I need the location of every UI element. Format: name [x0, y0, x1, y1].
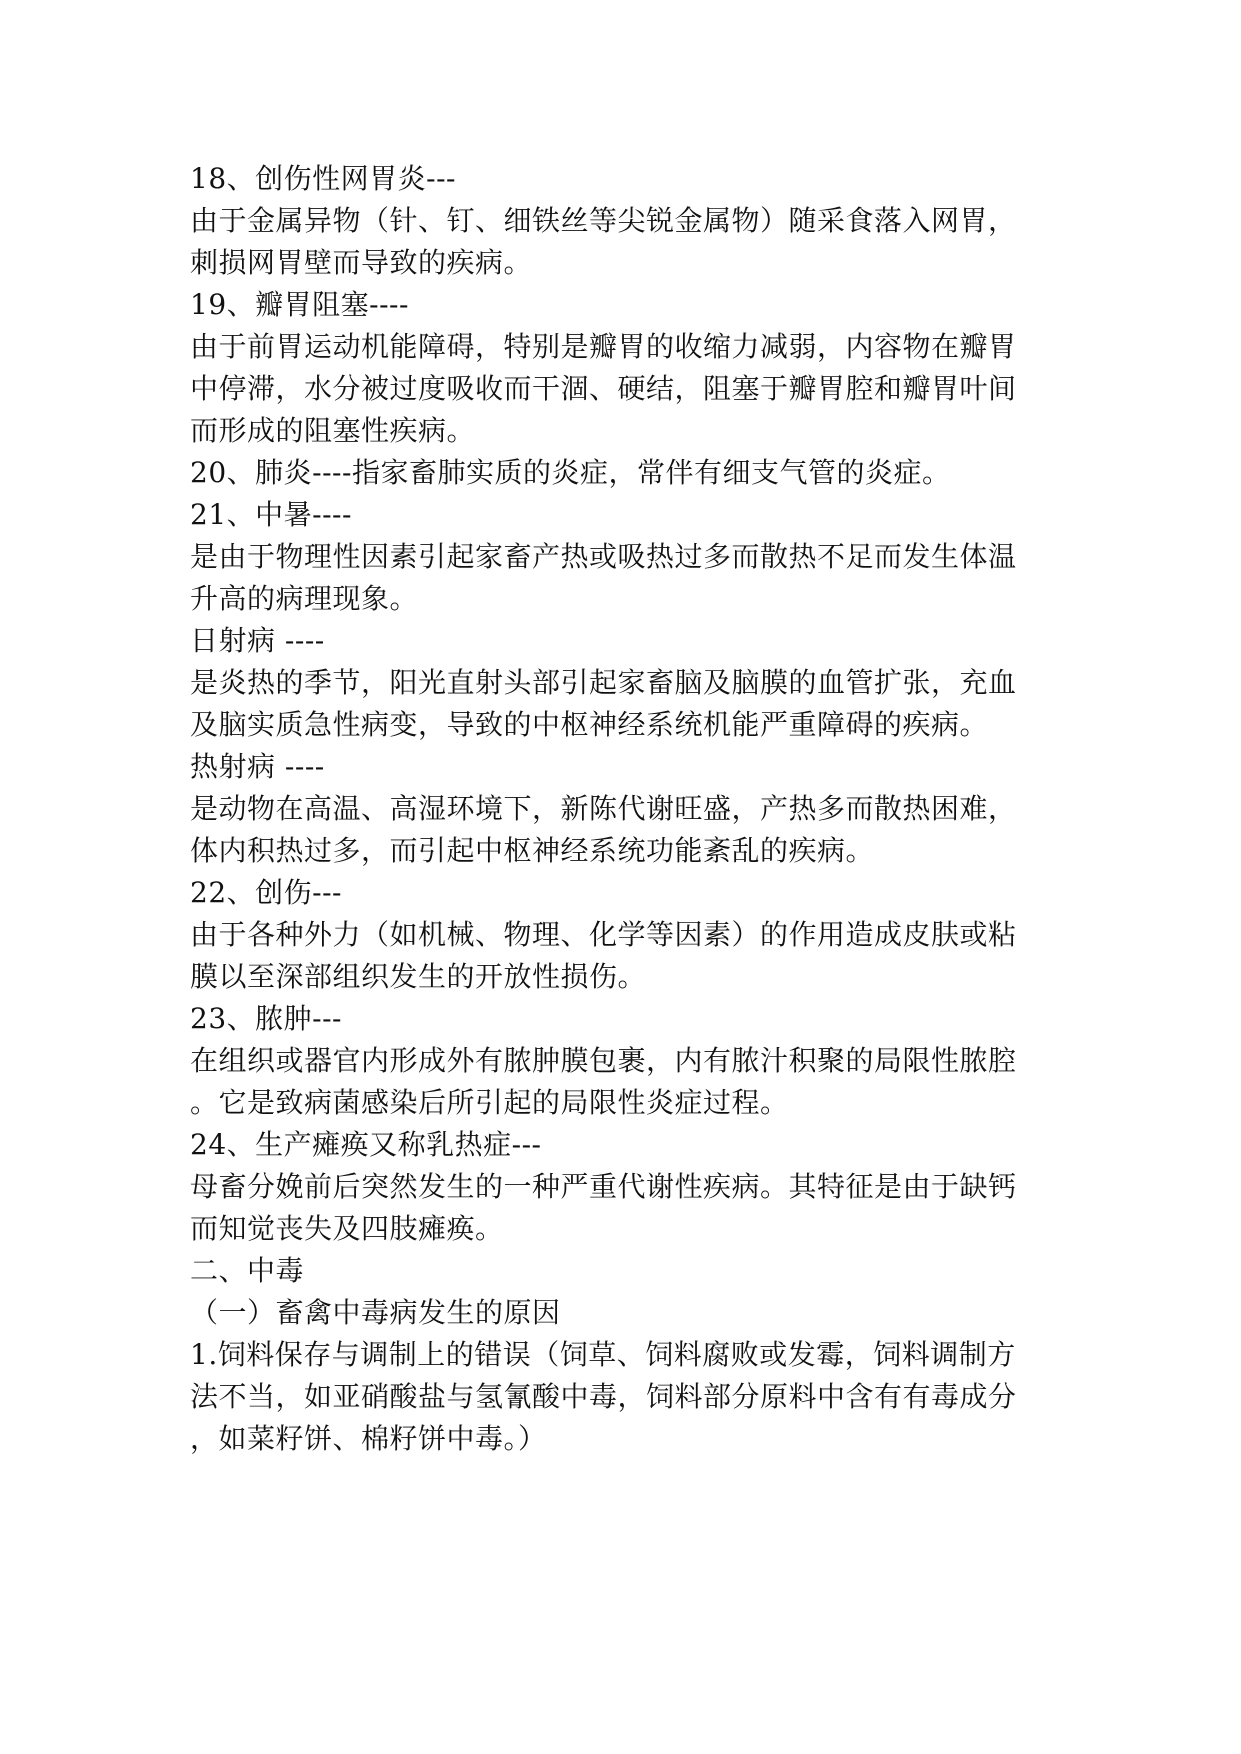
text-line: 是炎热的季节，阳光直射头部引起家畜脑及脑膜的血管扩张，充血: [190, 666, 1017, 699]
text-line: 热射病 ----: [190, 750, 325, 783]
text-line: 由于各种外力（如机械、物理、化学等因素）的作用造成皮肤或粘: [190, 918, 1017, 951]
text-line: 刺损网胃壁而导致的疾病。: [190, 246, 533, 279]
text-line: 膜以至深部组织发生的开放性损伤。: [190, 960, 647, 993]
text-line: 。它是致病菌感染后所引起的局限性炎症过程。: [190, 1086, 789, 1119]
text-line: 由于前胃运动机能障碍，特别是瓣胃的收缩力减弱，内容物在瓣胃: [190, 330, 1017, 363]
text-line: 母畜分娩前后突然发生的一种严重代谢性疾病。其特征是由于缺钙: [190, 1170, 1017, 1203]
text-line: 是动物在高温、高湿环境下，新陈代谢旺盛，产热多而散热困难，: [190, 792, 1017, 825]
text-line: 由于金属异物（针、钉、细铁丝等尖锐金属物）随采食落入网胃，: [190, 204, 1017, 237]
text-line: 升高的病理现象。: [190, 582, 419, 615]
text-line: 23、脓肿---: [190, 1002, 343, 1035]
text-line: 中停滞，水分被过度吸收而干涸、硬结，阻塞于瓣胃腔和瓣胃叶间: [190, 372, 1017, 405]
text-line: 1.饲料保存与调制上的错误（饲草、饲料腐败或发霉，饲料调制方: [190, 1338, 1016, 1371]
document-body: [190, 158, 1070, 1460]
text-line: 在组织或器官内形成外有脓肿膜包裹，内有脓汁积聚的局限性脓腔: [190, 1044, 1017, 1077]
text-line: 及脑实质急性病变，导致的中枢神经系统机能严重障碍的疾病。: [190, 708, 989, 741]
text-line: ，如菜籽饼、棉籽饼中毒。）: [190, 1422, 547, 1455]
text-line: 21、中暑----: [190, 498, 352, 531]
text-line: 20、肺炎----指家畜肺实质的炎症，常伴有细支气管的炎症。: [190, 456, 951, 489]
text-line: 而知觉丧失及四肢瘫痪。: [190, 1212, 504, 1245]
text-line: 日射病 ----: [190, 624, 325, 657]
text-line: 而形成的阻塞性疾病。: [190, 414, 476, 447]
text-line: 法不当，如亚硝酸盐与氢氰酸中毒，饲料部分原料中含有有毒成分: [190, 1380, 1017, 1413]
text-line: 是由于物理性因素引起家畜产热或吸热过多而散热不足而发生体温: [190, 540, 1017, 573]
text-line: 22、创伤---: [190, 876, 343, 909]
text-line: 24、生产瘫痪又称乳热症---: [190, 1128, 542, 1161]
text-line: 19、瓣胃阻塞----: [190, 288, 409, 321]
text-line: 体内积热过多，而引起中枢神经系统功能紊乱的疾病。: [190, 834, 875, 867]
subsection-heading: （一）畜禽中毒病发生的原因: [190, 1296, 561, 1329]
text-line: 18、创伤性网胃炎---: [190, 162, 457, 195]
section-heading: 二、中毒: [190, 1254, 305, 1287]
